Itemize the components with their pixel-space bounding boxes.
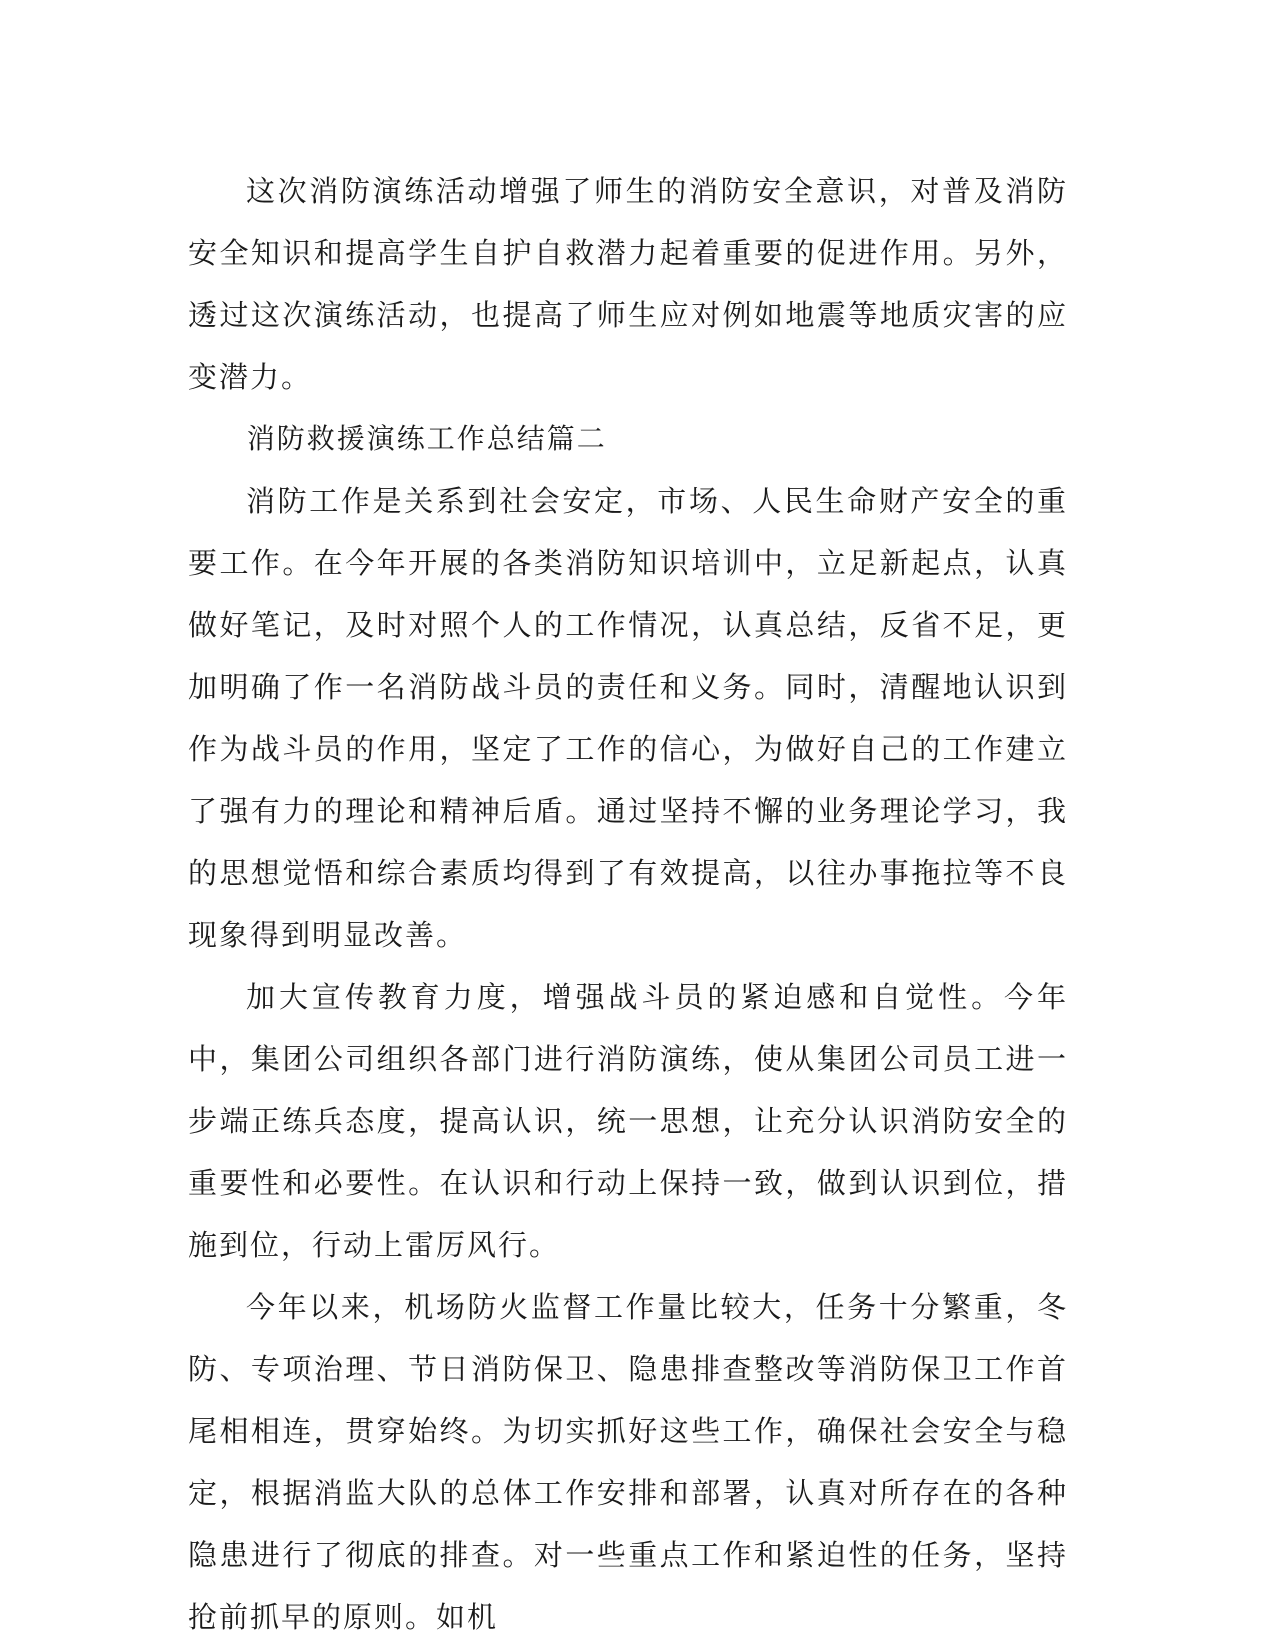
- paragraph-airport-supervision: 今年以来，机场防火监督工作量比较大，任务十分繁重，冬防、专项治理、节日消防保卫、隐患排查整改等消防保卫工作首尾相相连，贯穿始终。为切实抓好这些工作，确保社会安全与稳定，根据消监大队的总体工作安排和部署，认真对所存在的各种隐患进行了彻底的排查。对一些重点工作和紧迫性的任务，坚持抢前抓早的原则。如机: [188, 1290, 1068, 1634]
- paragraph-fire-work: 消防工作是关系到社会安定，市场、人民生命财产安全的重要工作。在今年开展的各类消防知识培训中，立足新起点，认真做好笔记，及时对照个人的工作情况，认真总结，反省不足，更加明确了作一名消防战斗员的责任和义务。同时，清醒地认识到作为战斗员的作用，坚定了工作的信心，为做好自己的工作建立了强有力的理论和精神后盾。通过坚持不懈的业务理论学习，我的思想觉悟和综合素质均得到了有效提高，以往办事拖拉等不良现象得到明显改善。: [188, 484, 1068, 952]
- document-page: [188, 160, 1068, 1648]
- paragraph-drill-summary: 这次消防演练活动增强了师生的消防安全意识，对普及消防安全知识和提高学生自护自救潜力起着重要的促进作用。另外，透过这次演练活动，也提高了师生应对例如地震等地质灾害的应变潜力。: [188, 174, 1068, 394]
- paragraph-publicity-education: 加大宣传教育力度，增强战斗员的紧迫感和自觉性。今年中，集团公司组织各部门进行消防演练，使从集团公司员工进一步端正练兵态度，提高认识，统一思想，让充分认识消防安全的重要性和必要性。在认识和行动上保持一致，做到认识到位，措施到位，行动上雷厉风行。: [188, 980, 1068, 1262]
- section-heading: 消防救援演练工作总结篇二: [246, 422, 607, 455]
